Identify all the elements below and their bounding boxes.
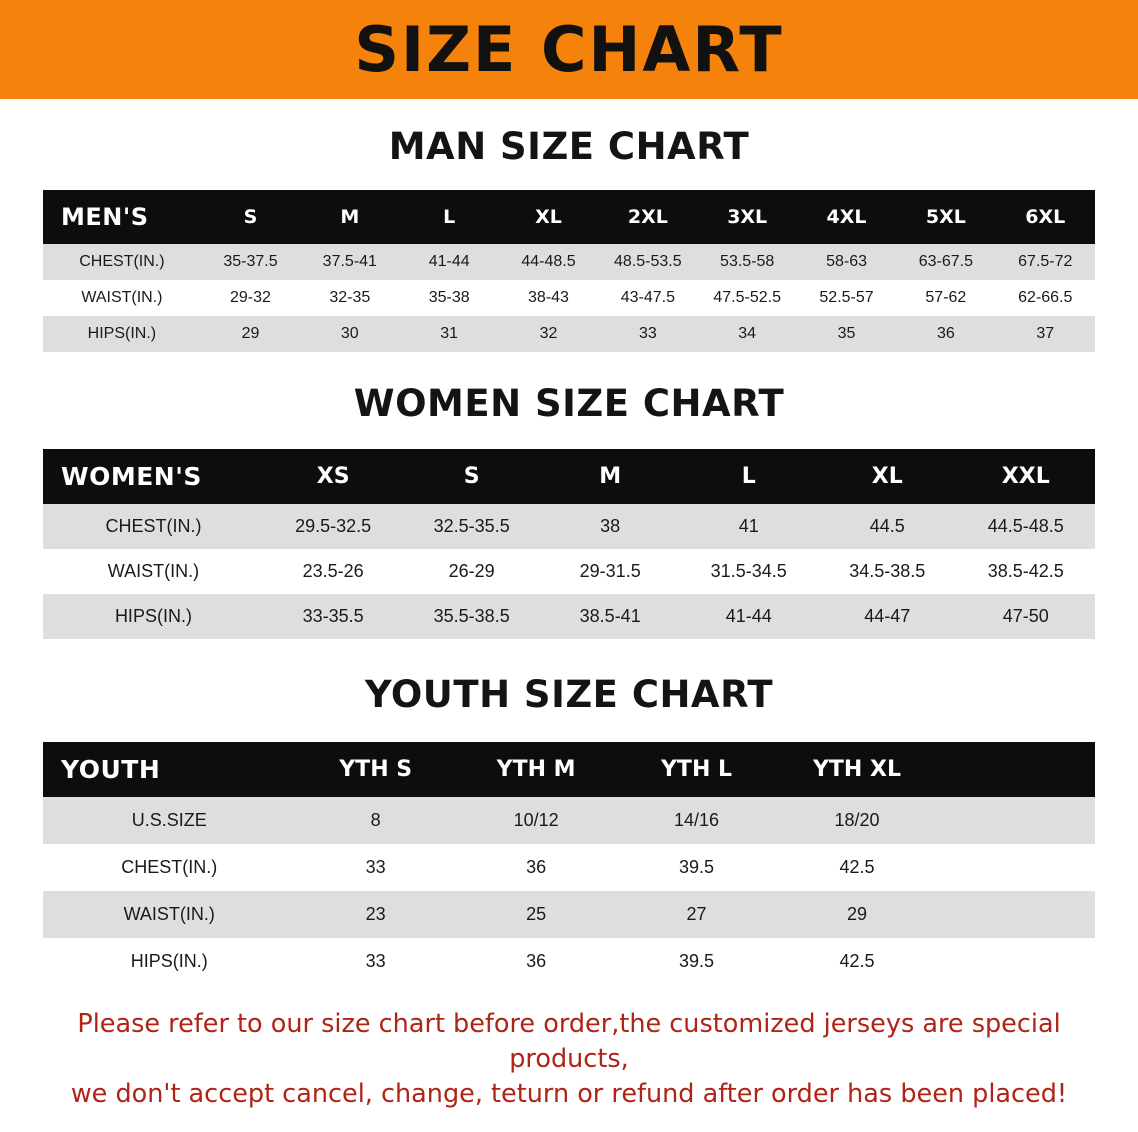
table-row <box>43 244 1095 280</box>
youth-chest-value-s: 33 <box>295 844 455 891</box>
man-chest-value-3xl: 53.5-58 <box>698 244 797 280</box>
man-chest-value-xl: 44-48.5 <box>499 244 598 280</box>
women-hips-value-xl: 44-47 <box>818 594 957 639</box>
youth-chest-value-l: 39.5 <box>616 844 776 891</box>
man-hips-value-2xl: 33 <box>598 316 697 352</box>
women-header-cell-3: M <box>541 449 680 504</box>
women-hips-value-m: 38.5-41 <box>541 594 680 639</box>
women-row-label-waist: WAIST(IN.) <box>43 549 264 594</box>
man-hips-value-l: 31 <box>399 316 498 352</box>
women-size-table <box>43 449 1095 639</box>
youth-ussize-value-l: 14/16 <box>616 797 776 844</box>
women-header-cell-5: XL <box>818 449 957 504</box>
man-header-cell-6: 3XL <box>698 190 797 244</box>
table-row <box>43 594 1095 639</box>
man-chest-value-s: 35-37.5 <box>201 244 300 280</box>
youth-waist-value-xl: 29 <box>777 891 937 938</box>
man-hips-value-5xl: 36 <box>896 316 995 352</box>
youth-row-label-waist: WAIST(IN.) <box>43 891 295 938</box>
man-header-cell-8: 5XL <box>896 190 995 244</box>
man-chest-value-l: 41-44 <box>399 244 498 280</box>
youth-row-spacer <box>937 891 1095 938</box>
table-row <box>43 280 1095 316</box>
youth-ussize-value-m: 10/12 <box>456 797 616 844</box>
youth-table-body <box>43 797 1095 985</box>
man-hips-value-3xl: 34 <box>698 316 797 352</box>
youth-header-cell-3: YTH L <box>616 742 776 797</box>
youth-row-spacer <box>937 844 1095 891</box>
table-row <box>43 549 1095 594</box>
women-table-body <box>43 504 1095 639</box>
policy-note-line-1: Please refer to our size chart before order,the customized jerseys are special products, <box>77 1009 1061 1075</box>
youth-row-label-hips: HIPS(IN.) <box>43 938 295 985</box>
man-row-label-hips: HIPS(IN.) <box>43 316 201 352</box>
youth-ussize-value-xl: 18/20 <box>777 797 937 844</box>
women-waist-value-l: 31.5-34.5 <box>679 549 818 594</box>
man-hips-value-s: 29 <box>201 316 300 352</box>
man-size-table <box>43 190 1095 352</box>
women-header-cell-1: XS <box>264 449 403 504</box>
man-hips-value-4xl: 35 <box>797 316 896 352</box>
man-header-cell-4: XL <box>499 190 598 244</box>
women-chest-value-xxl: 44.5-48.5 <box>956 504 1095 549</box>
man-waist-value-xl: 38-43 <box>499 280 598 316</box>
table-header-row <box>43 742 1095 797</box>
man-row-label-waist: WAIST(IN.) <box>43 280 201 316</box>
man-header-cell-9: 6XL <box>996 190 1095 244</box>
women-waist-value-xl: 34.5-38.5 <box>818 549 957 594</box>
man-waist-value-s: 29-32 <box>201 280 300 316</box>
man-table-header <box>43 190 1095 244</box>
youth-header-cell-4: YTH XL <box>777 742 937 797</box>
youth-hips-value-xl: 42.5 <box>777 938 937 985</box>
women-chest-value-xs: 29.5-32.5 <box>264 504 403 549</box>
women-waist-value-s: 26-29 <box>402 549 541 594</box>
table-row <box>43 844 1095 891</box>
youth-waist-value-m: 25 <box>456 891 616 938</box>
women-chest-value-l: 41 <box>679 504 818 549</box>
man-waist-value-5xl: 57-62 <box>896 280 995 316</box>
size-chart-banner <box>0 0 1138 99</box>
table-row <box>43 891 1095 938</box>
women-size-table-wrapper <box>43 449 1095 639</box>
man-chest-value-4xl: 58-63 <box>797 244 896 280</box>
women-waist-value-m: 29-31.5 <box>541 549 680 594</box>
table-header-row <box>43 190 1095 244</box>
women-section-heading: WOMEN SIZE CHART <box>353 382 785 425</box>
youth-hips-value-s: 33 <box>295 938 455 985</box>
women-hips-value-s: 35.5-38.5 <box>402 594 541 639</box>
youth-row-label-ussize: U.S.SIZE <box>43 797 295 844</box>
youth-chest-value-xl: 42.5 <box>777 844 937 891</box>
man-header-cell-3: L <box>399 190 498 244</box>
women-hips-value-xxl: 47-50 <box>956 594 1095 639</box>
youth-waist-value-l: 27 <box>616 891 776 938</box>
man-header-cell-5: 2XL <box>598 190 697 244</box>
page-title: SIZE CHART <box>354 12 784 86</box>
youth-section-heading: YOUTH SIZE CHART <box>364 673 774 716</box>
man-table-body <box>43 244 1095 352</box>
man-chest-value-5xl: 63-67.5 <box>896 244 995 280</box>
women-waist-value-xxl: 38.5-42.5 <box>956 549 1095 594</box>
women-header-cell-6: XXL <box>956 449 1095 504</box>
women-chest-value-m: 38 <box>541 504 680 549</box>
man-header-cell-1: S <box>201 190 300 244</box>
man-chest-value-m: 37.5-41 <box>300 244 399 280</box>
man-waist-value-m: 32-35 <box>300 280 399 316</box>
table-row <box>43 504 1095 549</box>
man-section-heading: MAN SIZE CHART <box>388 125 750 168</box>
youth-row-spacer <box>937 797 1095 844</box>
women-table-header <box>43 449 1095 504</box>
youth-hips-value-l: 39.5 <box>616 938 776 985</box>
youth-chest-value-m: 36 <box>456 844 616 891</box>
table-row <box>43 797 1095 844</box>
youth-row-label-chest: CHEST(IN.) <box>43 844 295 891</box>
man-hips-value-6xl: 37 <box>996 316 1095 352</box>
youth-row-spacer <box>937 938 1095 985</box>
man-header-cell-0: MEN'S <box>43 190 201 244</box>
youth-header-cell-2: YTH M <box>456 742 616 797</box>
youth-header-cell-1: YTH S <box>295 742 455 797</box>
table-row <box>43 316 1095 352</box>
man-header-cell-7: 4XL <box>797 190 896 244</box>
youth-table-header <box>43 742 1095 797</box>
women-header-cell-0: WOMEN'S <box>43 449 264 504</box>
man-waist-value-2xl: 43-47.5 <box>598 280 697 316</box>
women-row-label-chest: CHEST(IN.) <box>43 504 264 549</box>
man-row-label-chest: CHEST(IN.) <box>43 244 201 280</box>
women-hips-value-xs: 33-35.5 <box>264 594 403 639</box>
policy-note-line-2: we don't accept cancel, change, teturn or refund after order has been placed! <box>70 1079 1068 1110</box>
women-hips-value-l: 41-44 <box>679 594 818 639</box>
man-hips-value-m: 30 <box>300 316 399 352</box>
youth-header-spacer <box>937 742 1095 797</box>
youth-hips-value-m: 36 <box>456 938 616 985</box>
youth-header-cell-0: YOUTH <box>43 742 295 797</box>
man-hips-value-xl: 32 <box>499 316 598 352</box>
youth-waist-value-s: 23 <box>295 891 455 938</box>
youth-size-table-wrapper <box>43 742 1095 985</box>
women-chest-value-xl: 44.5 <box>818 504 957 549</box>
table-header-row <box>43 449 1095 504</box>
man-waist-value-4xl: 52.5-57 <box>797 280 896 316</box>
women-chest-value-s: 32.5-35.5 <box>402 504 541 549</box>
man-chest-value-6xl: 67.5-72 <box>996 244 1095 280</box>
women-header-cell-4: L <box>679 449 818 504</box>
man-header-cell-2: M <box>300 190 399 244</box>
man-waist-value-3xl: 47.5-52.5 <box>698 280 797 316</box>
table-row <box>43 938 1095 985</box>
man-waist-value-l: 35-38 <box>399 280 498 316</box>
women-waist-value-xs: 23.5-26 <box>264 549 403 594</box>
women-header-cell-2: S <box>402 449 541 504</box>
women-row-label-hips: HIPS(IN.) <box>43 594 264 639</box>
man-size-table-wrapper <box>43 190 1095 352</box>
man-chest-value-2xl: 48.5-53.5 <box>598 244 697 280</box>
youth-ussize-value-s: 8 <box>295 797 455 844</box>
man-waist-value-6xl: 62-66.5 <box>996 280 1095 316</box>
youth-size-table <box>43 742 1095 985</box>
policy-note <box>34 1007 1104 1113</box>
